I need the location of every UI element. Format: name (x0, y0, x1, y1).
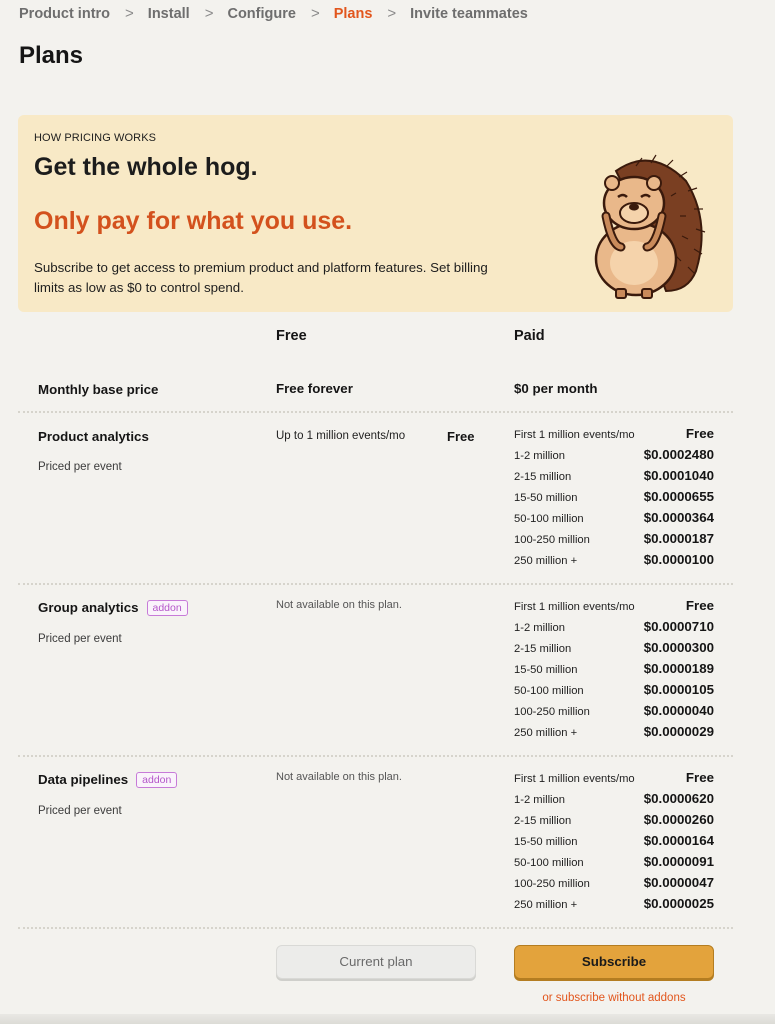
hero-headline: Get the whole hog. (34, 153, 258, 181)
tier-range: 2-15 million (514, 471, 572, 483)
row-divider (18, 755, 733, 757)
price-tiers (514, 770, 714, 917)
tier-range: 250 million + (514, 727, 578, 739)
tier-row (514, 619, 714, 640)
hedgehog-mascot-icon (576, 151, 706, 301)
tier-range: 250 million + (514, 899, 578, 911)
tier-row (514, 552, 714, 573)
tier-row (514, 724, 714, 745)
pricing-note: Priced per event (38, 633, 122, 645)
tier-range: 2-15 million (514, 643, 572, 655)
window-bottom-edge (0, 1014, 775, 1024)
hero-subheadline: Only pay for what you use. (34, 207, 353, 235)
product-name: Product analytics (38, 429, 149, 444)
free-plan-price: Free (447, 429, 475, 444)
tier-row (514, 812, 714, 833)
tier-row (514, 791, 714, 812)
tier-row (514, 426, 714, 447)
tier-range: 50-100 million (514, 857, 584, 869)
tier-row (514, 468, 714, 489)
tier-price: $0.0000710 (643, 619, 714, 634)
tier-price: $0.0000300 (643, 640, 714, 655)
tier-row (514, 447, 714, 468)
hero-eyebrow: HOW PRICING WORKS (34, 132, 157, 144)
tier-range: 15-50 million (514, 492, 578, 504)
tier-price: $0.0000040 (643, 703, 714, 718)
tier-range: 100-250 million (514, 534, 590, 546)
tier-price: $0.0000047 (643, 875, 714, 890)
subscribe-button[interactable]: Subscribe (514, 945, 714, 979)
tier-range: First 1 million events/mo (514, 601, 635, 613)
pricing-note: Priced per event (38, 461, 122, 473)
chevron-right-icon: > (125, 5, 134, 22)
tier-price: $0.0000164 (643, 833, 714, 848)
tier-price: $0.0000260 (643, 812, 714, 827)
tier-row (514, 875, 714, 896)
row-divider (18, 927, 733, 929)
tier-row (514, 896, 714, 917)
hero-description: Subscribe to get access to premium product and platform features. Set billing limits as low as $0 to control spend. (34, 260, 488, 295)
row-divider (18, 583, 733, 585)
tier-price: $0.0000364 (643, 510, 714, 525)
breadcrumb (19, 5, 528, 22)
tier-range: 100-250 million (514, 706, 590, 718)
tier-price: $0.0000100 (643, 552, 714, 567)
tier-price: $0.0000655 (643, 489, 714, 504)
page-title: Plans (19, 42, 84, 69)
price-tiers (514, 426, 714, 573)
current-plan-button[interactable]: Current plan (276, 945, 476, 979)
tier-row (514, 640, 714, 661)
subscribe-without-addons-link[interactable]: or subscribe without addons (542, 992, 686, 1004)
breadcrumb-invite-teammates[interactable]: Invite teammates (410, 5, 528, 22)
tier-row (514, 510, 714, 531)
tier-range: 15-50 million (514, 664, 578, 676)
tier-price: $0.0000620 (643, 791, 714, 806)
tier-row (514, 854, 714, 875)
tier-price: $0.0000091 (643, 854, 714, 869)
tier-range: 1-2 million (514, 794, 565, 806)
free-plan-unavailable: Not available on this plan. (276, 599, 402, 611)
tier-price: $0.0002480 (643, 447, 714, 462)
tier-range: 100-250 million (514, 878, 590, 890)
pricing-note: Priced per event (38, 805, 122, 817)
chevron-right-icon: > (204, 5, 214, 22)
addon-badge: addon (147, 600, 188, 616)
breadcrumb-product-intro[interactable]: Product intro (19, 5, 111, 22)
tier-range: 50-100 million (514, 685, 584, 697)
tier-range: 250 million + (514, 555, 578, 567)
product-name-data-pipelines (38, 772, 177, 788)
tier-range: 15-50 million (514, 836, 578, 848)
tier-price: $0.0000189 (643, 661, 714, 676)
breadcrumb-configure[interactable]: Configure (227, 5, 296, 22)
base-price-free: Free forever (276, 381, 353, 396)
tier-row (514, 598, 714, 619)
addon-badge: addon (136, 772, 177, 788)
tier-price: $0.0000025 (643, 896, 714, 911)
base-price-paid: $0 per month (514, 381, 598, 396)
breadcrumb-install[interactable]: Install (147, 5, 190, 22)
tier-row (514, 661, 714, 682)
tier-row (514, 833, 714, 854)
tier-price: $0.0000029 (643, 724, 714, 739)
tier-row (514, 770, 714, 791)
breadcrumb-plans[interactable]: Plans (333, 5, 373, 22)
product-name: Group analytics (38, 600, 139, 615)
free-plan-allowance: Up to 1 million events/mo (276, 430, 406, 442)
tier-range: 1-2 million (514, 450, 565, 462)
plan-header-free: Free (276, 328, 307, 344)
tier-row (514, 703, 714, 724)
tier-price: $0.0001040 (643, 468, 714, 483)
tier-price: Free (685, 598, 714, 613)
price-tiers (514, 598, 714, 745)
row-divider (18, 411, 733, 413)
tier-range: First 1 million events/mo (514, 773, 635, 785)
chevron-right-icon: > (310, 5, 320, 22)
tier-range: First 1 million events/mo (514, 429, 635, 441)
plan-header-paid: Paid (514, 328, 545, 344)
tier-price: $0.0000105 (643, 682, 714, 697)
tier-row (514, 682, 714, 703)
tier-price: Free (685, 770, 714, 785)
tier-price: Free (685, 426, 714, 441)
tier-range: 1-2 million (514, 622, 565, 634)
product-name-group-analytics (38, 600, 188, 616)
base-price-label: Monthly base price (38, 382, 159, 397)
free-plan-unavailable: Not available on this plan. (276, 771, 402, 783)
chevron-right-icon: > (387, 5, 397, 22)
pricing-hero-banner (18, 115, 733, 312)
tier-row (514, 531, 714, 552)
tier-price: $0.0000187 (643, 531, 714, 546)
product-name: Data pipelines (38, 772, 129, 787)
tier-range: 50-100 million (514, 513, 584, 525)
tier-row (514, 489, 714, 510)
tier-range: 2-15 million (514, 815, 572, 827)
